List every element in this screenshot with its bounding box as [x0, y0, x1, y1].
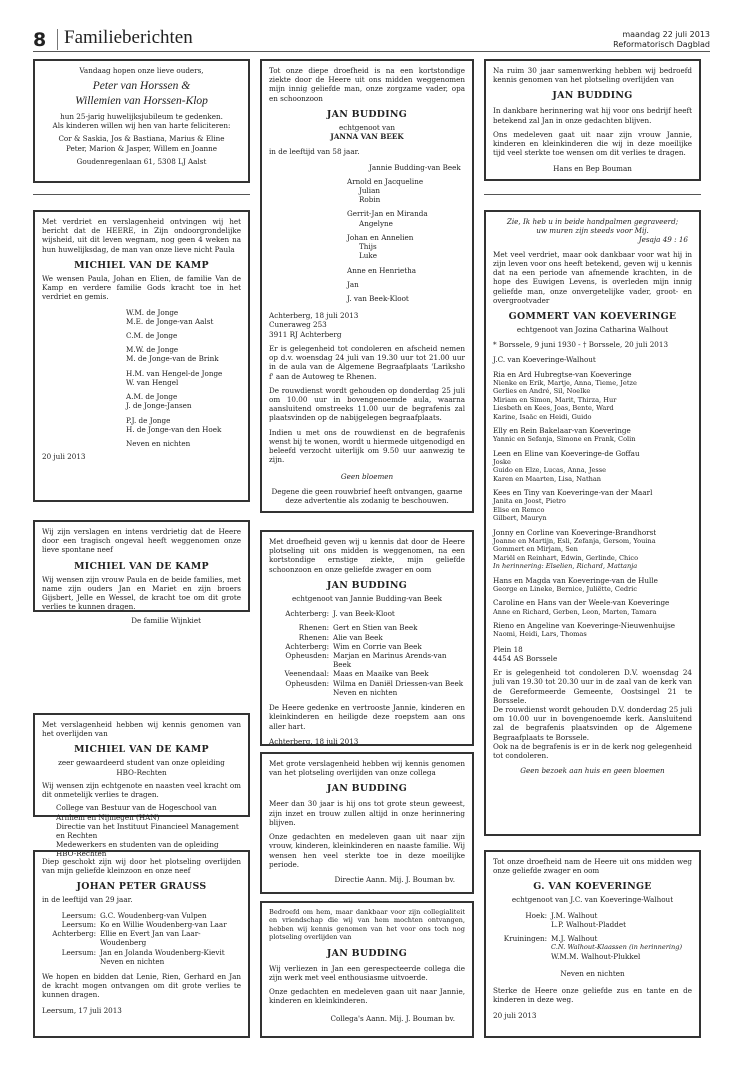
ad-line: hun 25-jarig huwelijksjubileum te gedenken. — [60, 111, 223, 121]
signer-line: J. van Beek-Kloot — [347, 293, 409, 303]
ad-subtitle: echtgenoot van Jannie Budding-van Beek — [291, 593, 443, 603]
grandchildren-line: Karen en Maarten, Lisa, Nathan — [493, 474, 602, 483]
grandchildren-line: Karine, Isaäc en Heidi, Guido — [493, 412, 592, 421]
signer-line: Luke — [359, 251, 378, 261]
signer-line: Johan en Annelien — [347, 232, 414, 242]
deceased-name: GOMMERT VAN KOEVERINGE — [508, 310, 677, 322]
ad-text: Wij wensen zijn vrouw Paula en de beide families, met name zijn ouders Jan en Mariet en zijn broers Gijsbert, Jelle en Wessel, de kracht toe om dit grote verlies te kunnen dragen. — [42, 574, 241, 612]
row-place — [269, 688, 333, 697]
row-place: Kruiningen: — [503, 934, 547, 944]
family-member: Hans en Magda van Koeveringe-van de Hulle — [493, 575, 658, 585]
children-line: Cor & Saskia, Jos & Bastiana, Marius & Eline — [58, 134, 225, 144]
ad-relatives: Neven en nichten — [560, 969, 625, 978]
ad-date: 20 juli 2013 — [42, 452, 86, 462]
row-place: Opheusden: — [285, 678, 329, 688]
ad-date: Achterberg, 18 juli 2013 — [269, 736, 359, 746]
ad-date: 20 juli 2013 — [493, 1010, 537, 1020]
ad-address: Achterberg, 18 juli 2013 — [269, 311, 359, 321]
family-member: Rieno en Angeline van Koeveringe-Nieuwenhuijse — [493, 621, 676, 631]
ad-budding-2 — [260, 530, 474, 746]
row-place: Achterberg: — [285, 609, 329, 619]
table-row — [269, 688, 465, 697]
ad-text: We hopen en bidden dat Lenie, Rien, Gerhard en Jan de kracht mogen ontvangen om dit grote verlies te kunnen dragen. — [42, 972, 241, 1000]
deceased-name: JAN BUDDING — [326, 783, 408, 795]
ad-address: Plein 18 — [493, 644, 523, 654]
signer-line: J. de Jonge-Jansen — [126, 401, 192, 411]
section-title: Familieberichten — [64, 27, 193, 48]
row-names: W.M.M. Walhout-Plukkel — [551, 951, 641, 961]
deceased-name: JAN BUDDING — [326, 947, 408, 959]
signer-line: Directie van het Instituut Financieel Management en Rechten — [56, 821, 239, 840]
ad-text: Met verdriet en verslagenheid ontvingen wij het bericht dat de HEERE, in Zijn ondoorgrondelijke wijsheid, uit dit leven wegnam, nog geen 4 weken na hun huwelijksdag, de man van onze lieve nicht Paula — [42, 217, 241, 254]
row-place: Leersum: — [61, 910, 96, 920]
column-rule — [33, 194, 250, 195]
ad-text: Er is gelegenheid tot condoleren D.V. woensdag 24 juli van 19.30 tot 20.30 uur in de zaal van de kerk van de Gereformeerde Gemeente, Oostsingel 21 te Borssele. — [493, 668, 692, 705]
grandchildren-line: Elise en Remco — [493, 505, 545, 514]
ad-text: Met veel verdriet, maar ook dankbaar voor wat hij in zijn leven voor ons heeft betekend, geven wij u kennis dat na een periode van afnemende krachten, in de hope des Euwigen Levens, is overleden mijn innig geliefde man, onze onvergetelijke vader, groot- en overgrootvader — [493, 249, 692, 305]
family-member: Kees en Tiny van Koeveringe-van der Maarl — [493, 488, 653, 498]
deceased-name: JAN BUDDING — [326, 579, 408, 591]
table-row — [269, 669, 465, 678]
signer-line: H.M. van Hengel-de Jonge — [126, 368, 223, 378]
grandchildren-line: Liesbeth en Kees, Joas, Bente, Ward — [493, 404, 614, 413]
row-names: Neven en nichten — [100, 956, 165, 966]
ad-address: 4454 AS Borssele — [493, 653, 558, 663]
deceased-name: JOHAN PETER GRAUSS — [76, 881, 207, 893]
ad-koeveringe-1 — [484, 210, 701, 836]
ad-subtitle: echtgenoot van J.C. van Koeveringe-Walhout — [511, 895, 674, 905]
ad-signature: Collega's Aann. Mij. J. Bouman bv. — [330, 1013, 455, 1023]
grandchildren-line: Anne en Richard, Gerben, Leon, Marten, Tamara — [493, 607, 657, 616]
grandchildren-line: Janita en Joost, Pietro — [493, 497, 566, 506]
signer-line: W.M. de Jonge — [126, 307, 179, 317]
ad-text: Onze gedachten en medeleven gaan uit naar zijn vrouw, kinderen, kleinkinderen en naaste familie. Wij wensen hen veel sterkte toe in deze moeilijke periode. — [269, 832, 465, 869]
table-row — [493, 934, 692, 943]
grandchildren-line: Guido en Elze, Lucas, Anna, Jesse — [493, 466, 607, 475]
table-row — [42, 938, 241, 947]
family-member: Jonny en Corline van Koeveringe-Brandhorst — [493, 527, 657, 537]
children-line: Peter, Marion & Jasper, Willem en Joanne — [65, 143, 218, 153]
family-table — [42, 911, 241, 966]
row-names: Ellie en Evert Jan van Laar- — [100, 929, 201, 939]
ad-koeveringe-2 — [484, 850, 701, 1038]
row-place — [42, 938, 100, 947]
signer-line: C.M. de Jonge — [126, 331, 178, 340]
grandchildren-line: Miriam en Simon, Marit, Thirza, Hur — [493, 395, 617, 404]
deceased-name: MICHIEL VAN DE KAMP — [74, 560, 209, 572]
ad-note: Geen bloemen — [340, 472, 394, 482]
ad-subtitle: HBO-Rechten — [116, 767, 167, 777]
signer-line: M. de Jonge-van de Brink — [126, 354, 219, 364]
life-dates: * Borssele, 9 juni 1930 - † Borssele, 20 juli 2013 — [493, 340, 669, 350]
signer-line: M.E. de Jonge-van Aalst — [126, 316, 214, 326]
spouse-name: JANNA VAN BEEK — [330, 132, 404, 142]
signers-list — [42, 308, 241, 449]
ad-kamp-2 — [33, 520, 250, 625]
ad-text: Na ruim 30 jaar samenwerking hebben wij bedroefd kennis genomen van het plotseling overlijden van — [493, 66, 692, 85]
table-row — [42, 911, 241, 920]
deceased-name: MICHIEL VAN DE KAMP — [74, 744, 209, 756]
ad-age: in de leeftijd van 58 jaar. — [269, 147, 360, 157]
row-place — [42, 957, 100, 966]
row-place: Leersum: — [61, 919, 96, 929]
ad-address: 3911 RJ Achterberg — [269, 329, 342, 339]
grandchildren-line: Yannic en Sefanja, Simone en Frank, Colin — [493, 435, 636, 444]
ad-kamp-1 — [33, 210, 250, 502]
ad-signature: Directie Aann. Mij. J. Bouman bv. — [334, 875, 455, 884]
signer-line: Angelyne — [359, 218, 393, 228]
signer-line: M.W. de Jonge — [126, 345, 179, 355]
table-row — [493, 920, 692, 929]
signer-line: Arnold en Jacqueline — [347, 176, 424, 186]
table-row — [269, 609, 465, 618]
ad-subtitle: echtgenoot van — [338, 122, 396, 132]
row-place — [493, 943, 551, 951]
deceased-name: MICHIEL VAN DE KAMP — [74, 259, 209, 271]
couple-name-1: Peter van Horssen & — [92, 80, 191, 93]
ad-note: Geen bezoek aan huis en geen bloemen — [520, 766, 665, 776]
signer-line: H. de Jonge-van den Hoek — [126, 424, 222, 434]
table-row — [42, 948, 241, 957]
ad-text: Met verslagenheid hebben wij kennis genomen van het overlijden van — [42, 720, 241, 739]
grandchildren-line: Gilbert, Mauryn — [493, 514, 547, 523]
signer-line: A.M. de Jonge — [126, 392, 178, 402]
table-row — [269, 679, 465, 688]
row-names: Wim en Corrie van Beek — [333, 641, 422, 651]
ad-jubileum — [33, 59, 250, 183]
ad-text: De rouwdienst wordt gehouden D.V. donderdag 25 juli om 10.00 uur in bovengenoemde kerk. Aansluitend zal de begrafenis plaatsvinden op de Algemene Begraafplaats te Borssele. — [493, 705, 692, 742]
ad-text: Wij zijn verslagen en intens verdrietig dat de Heere door een tragisch ongeval heeft weggenomen onze lieve spontane neef — [42, 527, 241, 555]
deceased-name: JAN BUDDING — [326, 108, 408, 120]
row-place: Leersum: — [61, 947, 96, 957]
bible-reference: Jesaja 49 : 16 — [638, 235, 688, 245]
bible-quote: uw muren zijn steeds voor Mij. — [536, 226, 649, 236]
couple-name-2: Willemien van Horssen-Klop — [75, 94, 208, 107]
grandchildren-line: Naomi, Heidi, Lars, Thomas — [493, 630, 587, 639]
signer-line: Julian — [359, 186, 381, 195]
grandchildren-line: Nienke en Erik, Martje, Anna, Tieme, Jetze — [493, 378, 637, 387]
row-place: Opheusden: — [285, 651, 329, 660]
ad-signature: Hans en Bep Bouman — [553, 163, 632, 173]
row-names: Wilma en Daniël Driessen-van Beek — [333, 678, 464, 688]
ad-text: Tot onze droefheid nam de Heere uit ons midden weg onze geliefde zwager en oom — [493, 857, 692, 876]
row-place — [493, 952, 551, 961]
ad-text: De rouwdienst wordt gehouden op donderdag 25 juli om 10.00 uur in bovengenoemde aula, waarna aansluitend omstreeks 11.00 uur de begrafenis zal plaatsvinden op de nabijgelegen begraafplaats. — [269, 385, 465, 423]
ad-text: Onze gedachten en medeleven gaan uit naar Jannie, kinderen en kleinkinderen. — [269, 987, 465, 1006]
table-row — [42, 957, 241, 966]
family-table — [269, 609, 465, 697]
ad-budding-3 — [260, 752, 474, 894]
row-place — [493, 920, 551, 929]
ad-age: in de leeftijd van 29 jaar. — [42, 895, 133, 905]
family-member: Leen en Eline van Koeveringe-de Goffau — [493, 448, 640, 458]
ad-text: Wij wensen zijn echtgenote en naasten veel kracht om dit onmetelijk verlies te dragen. — [42, 780, 241, 800]
ad-text: Met droefheid geven wij u kennis dat door de Heere plotseling uit ons midden is weggenomen, na een kortstondige ernstige ziekte, mijn geliefde schoonzoon en onze geliefde zwager en oom — [269, 537, 465, 574]
ad-text: Diep geschokt zijn wij door het plotseling overlijden van mijn geliefde kleinzoon en onze neef — [42, 857, 241, 876]
grandchildren-line: Mariël en Reinhart, Edwin, Gerlinde, Chico — [493, 553, 639, 562]
table-row — [493, 943, 692, 951]
ad-text: Ook na de begrafenis is er in de kerk nog gelegenheid tot condoleren. — [493, 741, 692, 761]
table-row — [269, 633, 465, 642]
deceased-name: JAN BUDDING — [552, 90, 633, 102]
signer-line: Thijs — [359, 242, 377, 252]
signer-line: Medewerkers en studenten van de opleiding HBO-Rechten — [56, 840, 219, 859]
row-names: Ko en Willie Woudenberg-van Laar — [100, 919, 227, 929]
row-place: Achterberg: — [52, 929, 96, 939]
row-names: J. van Beek-Kloot — [333, 609, 395, 619]
ad-budding-1 — [260, 59, 474, 513]
ad-text: We wensen Paula, Johan en Elien, de familie Van de Kamp en verdere familie Gods kracht toe in het verdriet en gemis. — [42, 273, 241, 302]
ad-text: Degene die geen rouwbrief heeft ontvangen, gaarne deze advertentie als zodanig te beschouwen. — [271, 486, 463, 505]
signer-line: W. van Hengel — [126, 377, 179, 387]
ad-grauss — [33, 850, 250, 1038]
row-names: Marjan en Marinus Arends-van Beek — [333, 651, 447, 670]
signer-line: Jannie Budding-van Beek — [369, 162, 461, 172]
row-place: Rhenen: — [298, 632, 329, 642]
row-names: Neven en nichten — [333, 687, 398, 697]
signer-line: Robin — [359, 195, 381, 205]
ad-date: Leersum, 17 juli 2013 — [42, 1005, 122, 1015]
ad-subtitle: zeer gewaardeerd student van onze opleiding — [58, 758, 225, 768]
page-number: 8 — [33, 29, 47, 51]
ad-signature: De familie Wijnkiet — [131, 615, 201, 625]
ad-kamp-3 — [33, 713, 250, 859]
family-member: Ria en Ard Hubregtse-van Koeveringe — [493, 369, 632, 379]
family-list — [493, 355, 692, 638]
row-place: Rhenen: — [298, 623, 329, 633]
row-place: Achterberg: — [285, 641, 329, 651]
table-row — [493, 952, 692, 961]
row-names: Gert en Stien van Beek — [333, 623, 418, 633]
ad-text: Sterke de Heere onze geliefde zus en tante en de kinderen in deze weg. — [493, 986, 692, 1005]
ad-text: Meer dan 30 jaar is hij ons tot grote steun geweest, zijn inzet en trouw zullen altijd in onze herinnering blijven. — [269, 799, 465, 827]
ad-text: Bedroefd om hem, maar dankbaar voor zijn collegialiteit en vriendschap die wij van hem mochten ontvangen, hebben wij kennis genomen van het voor ons toch nog plotseling overlijden van — [269, 908, 465, 942]
signer-line: Anne en Henrietha — [347, 265, 417, 275]
family-member: J.C. van Koeveringe-Walhout — [493, 355, 596, 365]
signer-line: Neven en nichten — [126, 438, 191, 448]
signer-line: Gerrit-Jan en Miranda — [347, 209, 428, 219]
row-names: G.C. Woudenberg-van Vulpen — [100, 910, 207, 920]
row-names: Maas en Maaike van Beek — [333, 669, 429, 679]
ad-address: Cuneraweg 253 — [269, 320, 327, 330]
column-rule — [484, 194, 701, 195]
table-row — [42, 920, 241, 929]
table-row — [269, 642, 465, 651]
ad-text: Er is gelegenheid tot condoleren en afscheid nemen op d.v. woensdag 24 juli van 19.30 uur tot 21.00 uur in de aula van de Algemene Begraafplaats 'Lariksho f' aan de Autoweg te Rhenen. — [269, 343, 465, 381]
row-names: L.P. Walhout-Pladdet — [551, 919, 627, 929]
signers-list — [269, 163, 465, 304]
deceased-name: G. VAN KOEVERINGE — [533, 881, 652, 893]
row-names: M.J. Walhout — [551, 934, 598, 944]
grandchildren-line: Joanne en Martijn, Esli, Zefanja, Gersom, Youina — [493, 537, 656, 545]
bible-quote: Zie, Ik heb u in beide handpalmen gegraveerd; — [506, 217, 679, 226]
ad-text: Tot onze diepe droefheid is na een kortstondige ziekte door de Heere uit ons midden weggenomen mijn innig geliefde man, onze zorgzame vader, opa en schoonzoon — [269, 66, 465, 103]
signer-line: College van Bestuur van de Hogeschool van Arnhem en Nijmegen (HAN) — [56, 803, 217, 822]
signer-line: Jan — [347, 279, 359, 289]
table-row — [42, 929, 241, 938]
ad-text: Indien u met ons de rouwdienst en de begrafenis wenst bij te wonen, wordt u hiermede uitgenodigd en beleefd verzocht uiterlijk om 9.50 uur aanwezig te zijn. — [269, 427, 465, 465]
row-place: Veenendaal: — [284, 669, 329, 679]
page-header — [33, 22, 710, 52]
ad-address: Goudenregenlaan 61, 5308 LJ Aalst — [76, 156, 207, 166]
signer-line: P.J. de Jonge — [126, 415, 171, 425]
header-divider — [57, 29, 58, 50]
family-member: Caroline en Hans van der Weele-van Koeveringe — [493, 598, 670, 608]
row-place: Hoek: — [525, 910, 547, 920]
grandchildren-line: In herinnering: Elselien, Richard, Mattanja — [493, 562, 638, 571]
ad-intro: Vandaag hopen onze lieve ouders, — [79, 66, 204, 75]
row-names: Jan en Jolanda Woudenberg-Kievit — [100, 947, 225, 957]
header-date: maandag 22 juli 2013 — [622, 30, 710, 39]
row-names: J.M. Walhout — [551, 910, 598, 920]
family-table — [493, 911, 692, 961]
header-meta — [613, 30, 710, 50]
table-row — [269, 651, 465, 669]
grandchildren-line: Joske — [493, 457, 511, 466]
ad-text: In dankbare herinnering wat hij voor ons bedrijf heeft betekend zal Jan in onze gedachten blijven. — [493, 106, 692, 125]
ad-budding-4 — [260, 901, 474, 1038]
family-member: Elly en Rein Bakelaar-van Koeveringe — [493, 426, 631, 436]
header-paper: Reformatorisch Dagblad — [613, 40, 710, 49]
table-row — [493, 911, 692, 920]
ad-text: Met grote verslagenheid hebben wij kennis genomen van het plotseling overlijden van onze collega — [269, 759, 465, 778]
row-names: Alie van Beek — [333, 632, 383, 642]
grandchildren-line: George en Lineke, Bernice, Juliëtte, Cedric — [493, 584, 638, 593]
grandchildren-line: Gommert en Mirjam, Sen — [493, 545, 578, 554]
ad-text: Wij verliezen in Jan een gerespecteerde collega die zijn werk met veel enthousiasme uitvoerde. — [269, 963, 465, 982]
row-names: Woudenberg — [100, 938, 147, 948]
ad-line: Als kinderen willen wij hen van harte feliciteren: — [52, 121, 231, 131]
grandchildren-line: Gerlies en André, Sil, Noelke — [493, 387, 591, 396]
ad-budding-5 — [484, 59, 701, 181]
ad-subtitle: echtgenoot van Jozina Catharina Walhout — [516, 325, 669, 334]
ad-text: Ons medeleven gaat uit naar zijn vrouw Jannie, kinderen en kleinkinderen die wij in deze moeilijke tijd veel sterkte toe wensen om dit verlies te dragen. — [493, 129, 692, 158]
ad-text: De Heere gedenke en vertrooste Jannie, kinderen en kleinkinderen en heiligde deze roepstem aan ons aller hart. — [269, 703, 465, 731]
table-row — [269, 623, 465, 632]
row-names: C.N. Walhout-Klaassen (in herinnering) — [551, 943, 683, 952]
